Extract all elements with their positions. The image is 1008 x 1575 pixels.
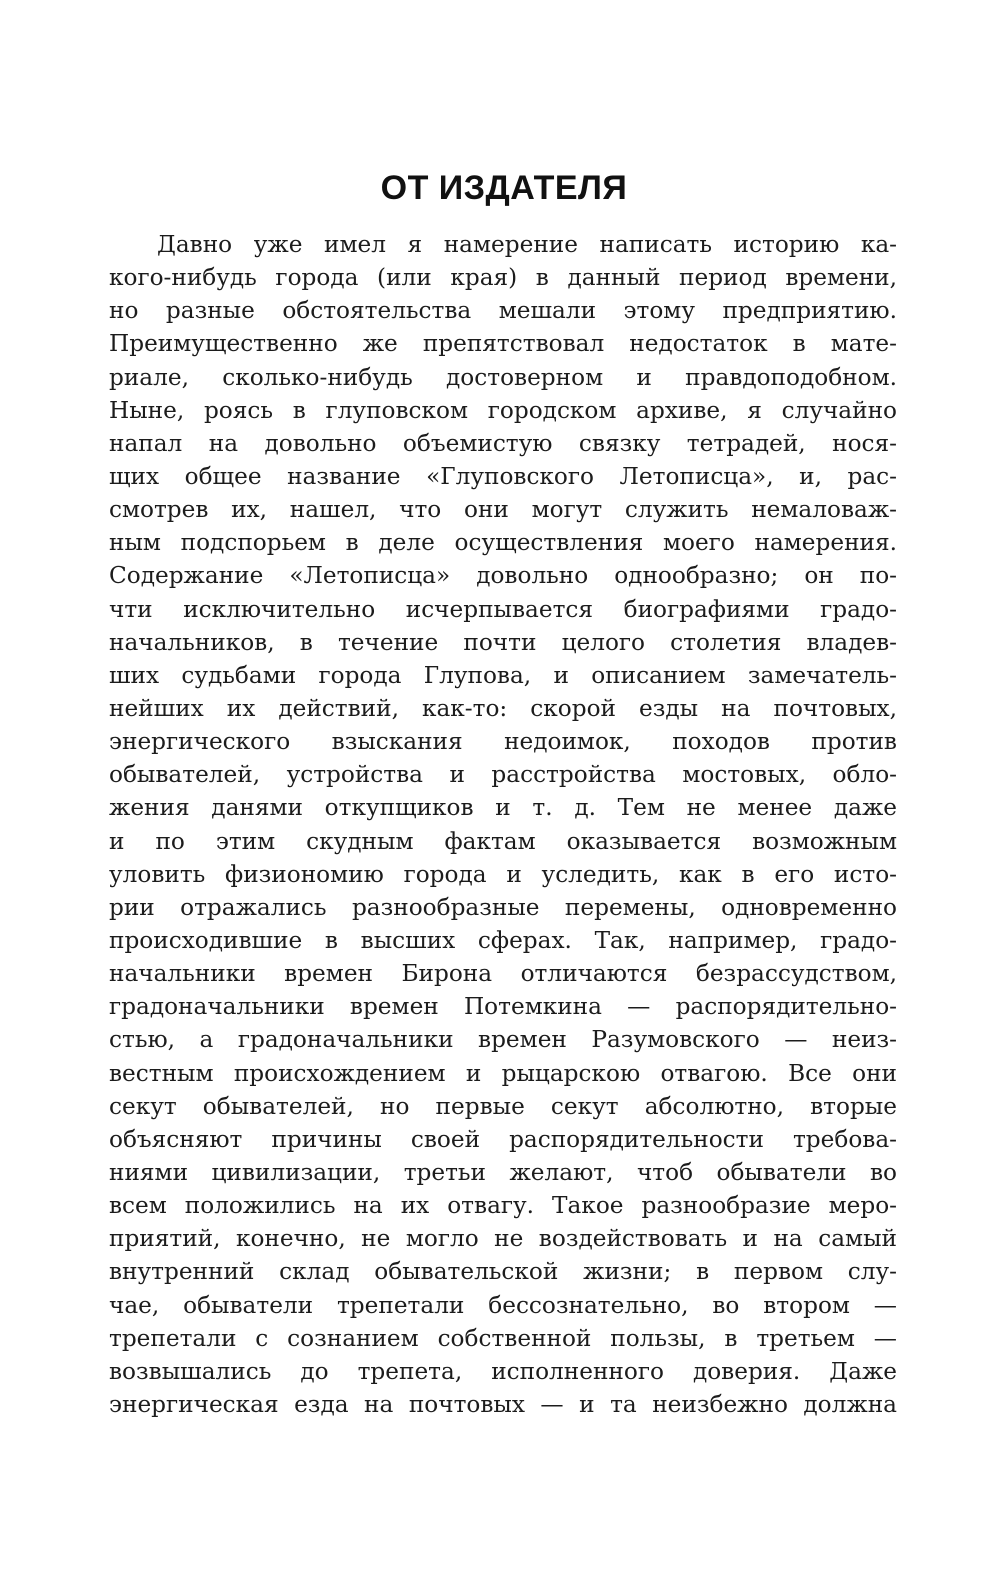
text-line: рии отражались разнообразные перемены, одновременно <box>109 893 897 921</box>
body-text <box>109 228 897 1421</box>
text-line: начальников, в течение почти целого столетия владев- <box>109 628 897 656</box>
text-line: кого-нибудь города (или края) в данный период времени, <box>109 264 897 292</box>
text-line: риале, сколько-нибудь достоверном и правдоподобном. <box>109 363 897 391</box>
text-line: происходившие в высших сферах. Так, например, градо- <box>109 926 897 954</box>
text-line: Преимущественно же препятствовал недостаток в мате- <box>109 330 897 358</box>
text-line: энергического взыскания недоимок, походов против <box>109 728 897 756</box>
text-line: Ныне, роясь в глуповском городском архиве, я случайно <box>109 396 897 424</box>
text-line: ших судьбами города Глупова, и описанием замечатель- <box>109 661 897 689</box>
text-line: смотрев их, нашел, что они могут служить немаловаж- <box>109 496 897 524</box>
chapter-heading: ОТ ИЗДАТЕЛЯ <box>380 169 628 207</box>
text-line: чти исключительно исчерпывается биографиями градо- <box>109 595 897 623</box>
text-line: напал на довольно объемистую связку тетрадей, нося- <box>109 429 897 457</box>
text-line: и по этим скудным фактам оказывается возможным <box>109 827 897 855</box>
text-line: чае, обыватели трепетали бессознательно, во втором — <box>109 1291 897 1319</box>
text-line: щих общее название «Глуповского Летописца», и, рас- <box>109 462 897 490</box>
text-line: но разные обстоятельства мешали этому предприятию. <box>109 297 897 325</box>
text-line: нейших их действий, как-то: скорой езды на почтовых, <box>109 694 897 722</box>
text-line: жения данями откупщиков и т. д. Тем не менее даже <box>109 794 897 822</box>
text-line: начальники времен Бирона отличаются безрассудством, <box>109 960 897 988</box>
text-line: обывателей, устройства и расстройства мостовых, обло- <box>109 761 897 789</box>
text-line: ным подспорьем в деле осуществления моего намерения. <box>109 529 897 557</box>
text-line: внутренний склад обывательской жизни; в первом слу- <box>109 1258 897 1286</box>
text-line: секут обывателей, но первые секут абсолютно, вторые <box>109 1092 897 1120</box>
text-line: приятий, конечно, не могло не воздействовать и на самый <box>109 1225 897 1253</box>
text-line: всем положились на их отвагу. Такое разнообразие меро- <box>109 1192 897 1220</box>
text-line: трепетали с сознанием собственной пользы, в третьем — <box>109 1324 897 1352</box>
text-line: вестным происхождением и рыцарскою отвагою. Все они <box>109 1059 897 1087</box>
text-line: стью, а градоначальники времен Разумовского — неиз- <box>109 1026 897 1054</box>
text-line: градоначальники времен Потемкина — распорядительно- <box>109 993 897 1021</box>
text-line: энергическая езда на почтовых — и та неизбежно должна <box>109 1390 897 1418</box>
text-line: ниями цивилизации, третьи желают, чтоб обыватели во <box>109 1158 897 1186</box>
text-line: уловить физиономию города и уследить, как в его исто- <box>109 860 897 888</box>
text-line: возвышались до трепета, исполненного доверия. Даже <box>109 1357 897 1385</box>
text-line: Содержание «Летописца» довольно однообразно; он по- <box>109 562 897 590</box>
text-line: объясняют причины своей распорядительности требова- <box>109 1125 897 1153</box>
text-line: Давно уже имел я намерение написать историю ка- <box>157 231 897 258</box>
